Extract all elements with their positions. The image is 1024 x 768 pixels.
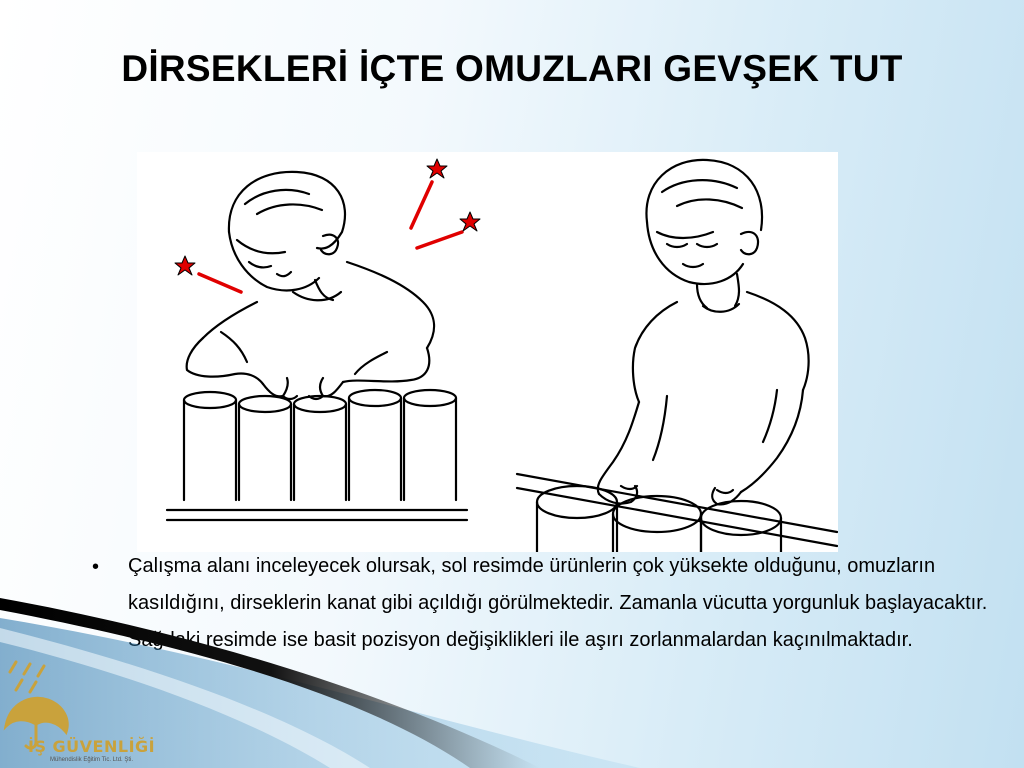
posture-illustration [137, 152, 838, 552]
bullet-text: Çalışma alanı inceleyecek olursak, sol resimde ürünlerin çok yüksekte olduğunu, omuzların kasıldığını, dirseklerin kanat gibi açıldığı görülmektedir. Zamanla vücutta yorgunluk başlayacaktır. Sağdaki resimde ise basit pozisyon değişiklikleri ile aşırı zorlanmalardan kaçınılmaktadır. [128, 555, 988, 651]
strain-indicators [199, 182, 462, 292]
correct-posture-figure [517, 160, 837, 552]
logo-subtitle: Mühendislik Eğitim Tic. Ltd. Şti. [50, 757, 134, 763]
star-icon [175, 256, 195, 275]
slide-title: DİRSEKLERİ İÇTE OMUZLARI GEVŞEK TUT [121, 48, 903, 89]
product-containers-right [537, 486, 781, 552]
product-containers-left [184, 390, 456, 500]
incorrect-posture-figure [167, 172, 467, 520]
logo-name: İŞ GÜVENLİĞİ [28, 737, 156, 756]
star-icon [427, 159, 447, 178]
star-icon [460, 212, 480, 231]
bullet-icon: • [92, 556, 100, 578]
